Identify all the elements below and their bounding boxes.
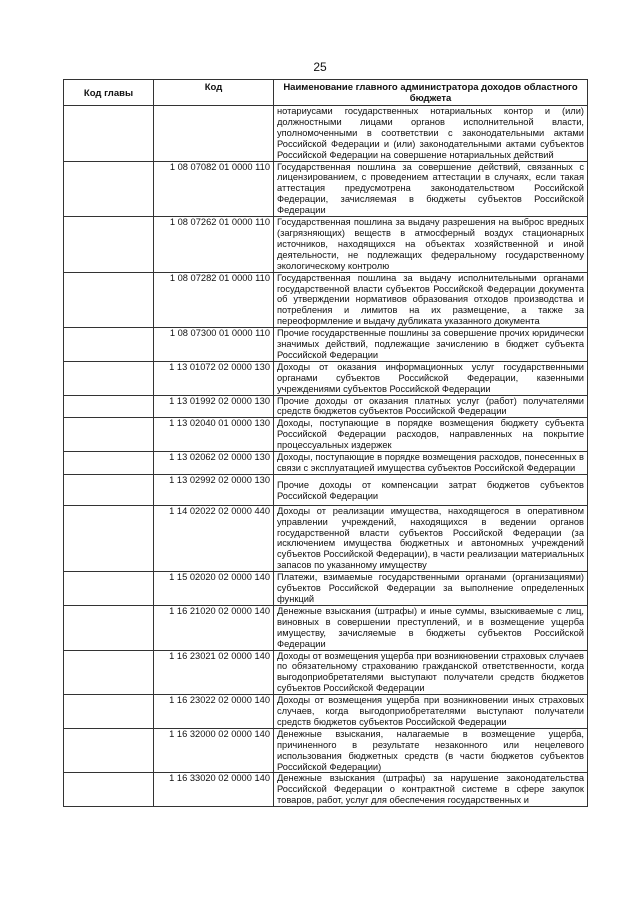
table-row [64,650,588,695]
cell-name: Денежные взыскания (штрафы) за нарушение законодательства Российской Федерации о контрактной системе в сфере закупок товаров, работ, услуг для обеспечения государственных и [274,773,588,807]
cell-code [154,106,274,162]
cell-name: Прочие доходы от компенсации затрат бюджетов субъектов Российской Федерации [274,474,588,505]
cell-code: 1 16 32000 02 0000 140 [154,728,274,773]
cell-name: Прочие доходы от оказания платных услуг (работ) получателями средств бюджетов субъектов Российской Федерации [274,395,588,418]
cell-code: 1 08 07282 01 0000 110 [154,272,274,328]
cell-code: 1 08 07082 01 0000 110 [154,161,274,217]
cell-code: 1 13 01072 02 0000 130 [154,361,274,395]
table-row [64,728,588,773]
table-row [64,452,588,475]
cell-chapter-code [64,505,154,571]
table-row [64,395,588,418]
table-row [64,106,588,162]
table-row [64,328,588,362]
page-number: 25 [313,60,327,74]
cell-name: Прочие государственные пошлины за совершение прочих юридически значимых действий, подлежащие зачислению в бюджет субъекта Российской Федерации [274,328,588,362]
table-row [64,418,588,452]
table-row [64,605,588,650]
cell-chapter-code [64,695,154,729]
header-code: Код [154,80,274,106]
cell-name: Доходы от оказания информационных услуг государственными органами субъектов Российской Федерации, казенными учреждениями субъектов Российской Федерации [274,361,588,395]
cell-chapter-code [64,161,154,217]
table-row [64,695,588,729]
cell-chapter-code [64,217,154,273]
cell-chapter-code [64,650,154,695]
cell-name: Доходы от реализации имущества, находящегося в оперативном управлении учреждений, находящихся в ведении органов государственной власти субъектов Российской Федерации (за исключением имущества бюджетных и автономных учреждений субъектов Российской Федерации), в части реализации материальных запасов по указанному имуществу [274,505,588,571]
cell-code: 1 08 07262 01 0000 110 [154,217,274,273]
cell-code: 1 16 23022 02 0000 140 [154,695,274,729]
cell-code: 1 13 02062 02 0000 130 [154,452,274,475]
cell-chapter-code [64,605,154,650]
cell-name: Государственная пошлина за совершение действий, связанных с лицензированием, с проведением аттестации в случаях, если такая аттестация предусмотрена законодательством Российской Федерации, зачисляемая в бюджеты субъектов Российской Федерации [274,161,588,217]
cell-name: Денежные взыскания, налагаемые в возмещение ущерба, причиненного в результате незаконного или нецелевого использования бюджетных средств (в части бюджетов субъектов Российской Федерации) [274,728,588,773]
cell-code: 1 15 02020 02 0000 140 [154,572,274,606]
header-name: Наименование главного администратора доходов областного бюджета [274,80,588,106]
table-header-row [64,80,588,106]
cell-name: Государственная пошлина за выдачу исполнительными органами государственной власти субъектов Российской Федерации документа об утверждении нормативов образования отходов производства и потребления и лимитов на их размещение, а также за переоформление и выдачу дубликата указанного документа [274,272,588,328]
cell-chapter-code [64,728,154,773]
cell-chapter-code [64,106,154,162]
cell-name: Доходы от возмещения ущерба при возникновении иных страховых случаев, когда выгодоприобретателями выступают получатели средств бюджетов субъектов Российской Федерации [274,695,588,729]
table-row [64,505,588,571]
cell-chapter-code [64,395,154,418]
cell-name: Доходы, поступающие в порядке возмещения бюджету субъекта Российской Федерации расходов, направленных на покрытие процессуальных издержек [274,418,588,452]
cell-chapter-code [64,452,154,475]
cell-chapter-code [64,418,154,452]
table-row [64,773,588,807]
cell-chapter-code [64,328,154,362]
table-row [64,474,588,505]
cell-chapter-code [64,272,154,328]
cell-chapter-code [64,572,154,606]
cell-name: Государственная пошлина за выдачу разрешения на выброс вредных (загрязняющих) веществ в атмосферный воздух стационарных источников, находящихся на объектах хозяйственной и иной деятельности, не подлежащих федеральному государственному экологическому контролю [274,217,588,273]
cell-code: 1 14 02022 02 0000 440 [154,505,274,571]
cell-code: 1 13 02992 02 0000 130 [154,474,274,505]
table-body [64,106,588,807]
table-row [64,572,588,606]
cell-code: 1 13 02040 01 0000 130 [154,418,274,452]
cell-name: Доходы от возмещения ущерба при возникновении страховых случаев по обязательному страхованию гражданской ответственности, когда выгодоприобретателями выступают получатели средств бюджетов субъектов Российской Федерации [274,650,588,695]
cell-name: нотариусами государственных нотариальных контор и (или) должностными лицами органов исполнительной власти, уполномоченными в соответствии с законодательными актами Российской Федерации и (или) законодательными актами субъектов Российской Федерации на совершение нотариальных действий [274,106,588,162]
cell-code: 1 16 23021 02 0000 140 [154,650,274,695]
cell-name: Денежные взыскания (штрафы) и иные суммы, взыскиваемые с лиц, виновных в совершении преступлений, и в возмещение ущерба имуществу, зачисляемые в бюджеты субъектов Российской Федерации [274,605,588,650]
header-chapter-code: Код главы [64,80,154,106]
cell-name: Доходы, поступающие в порядке возмещения расходов, понесенных в связи с эксплуатацией имущества субъектов Российской Федерации [274,452,588,475]
table-row [64,272,588,328]
cell-code: 1 16 21020 02 0000 140 [154,605,274,650]
table-row [64,217,588,273]
revenue-administrators-table [63,79,588,807]
table-row [64,361,588,395]
cell-code: 1 16 33020 02 0000 140 [154,773,274,807]
cell-chapter-code [64,474,154,505]
cell-name: Платежи, взимаемые государственными органами (организациями) субъектов Российской Федерации за выполнение определенных функций [274,572,588,606]
table-row [64,161,588,217]
cell-chapter-code [64,361,154,395]
cell-chapter-code [64,773,154,807]
cell-code: 1 08 07300 01 0000 110 [154,328,274,362]
cell-code: 1 13 01992 02 0000 130 [154,395,274,418]
